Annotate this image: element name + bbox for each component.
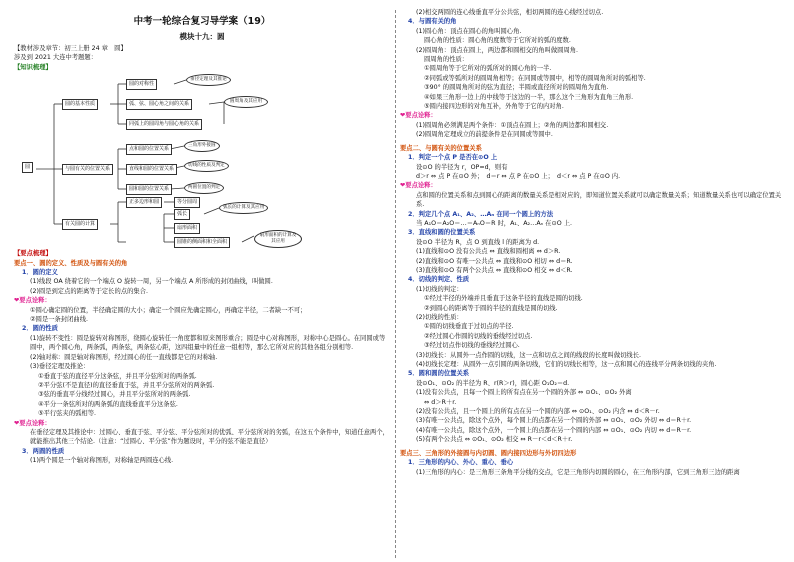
left-text-line: (1)线段 OA 绕着它的一个端点 O 旋转一周，另一个端点 A 所形成的封闭曲线，叫做圆. bbox=[30, 278, 273, 286]
mindmap-node-cone-area: 圆锥的侧面积和全面积 bbox=[174, 237, 230, 248]
mindmap-node-point-circle: 点和圆的位置关系 bbox=[126, 144, 172, 155]
right-text-line: 设⊙O 的半径为 r，OP=d，则有 bbox=[416, 163, 508, 171]
right-text-line: 5．圆和圆的位置关系 bbox=[408, 370, 470, 378]
right-text-line: ③90° 的圆周角所对的弦为直径；半圆或直径所对的圆周角为直角. bbox=[424, 84, 609, 92]
left-text-line: ④平分一条弦所对的两条弧的直线垂直平分这条弦. bbox=[38, 400, 178, 408]
right-text-line: (3)直线和⊙O 有两个公共点 ⇔ 直线和⊙O 相交 ⇔ d＜R. bbox=[416, 266, 573, 274]
right-text-line: 4．与圆有关的角 bbox=[408, 18, 457, 26]
right-text-line: 1．三角形的内心、外心、重心、垂心 bbox=[408, 459, 514, 467]
right-text-line: ④如果三角形一边上的中线等于这边的一半，那么这个三角形为直角三角形. bbox=[424, 93, 634, 101]
right-text-line: (1)三角形的内心：是三角形三条角平分线的交点，它是三角形内切圆的圆心，在三角形内部，它到三角形三边的距离 bbox=[416, 468, 740, 476]
page-title: 中考一轮综合复习导学案（19） bbox=[133, 16, 271, 27]
right-text-line: (2)切线的性质： bbox=[416, 314, 463, 321]
right-text-line: (4)有唯一公共点，除这个点外，一个圆上的点都在另一个圆的内部 ⇔ ⊙O₁、⊙O₂ 内切 ⇔ d＝R－r. bbox=[416, 426, 692, 434]
right-text-line: ②经过圆心作圆的切线的垂线经过切点. bbox=[424, 332, 533, 340]
right-text-line: (5)有两个公共点 ⇔ ⊙O₁、⊙O₂ 相交 ⇔ R－r＜d＜R＋r. bbox=[416, 436, 573, 444]
right-column bbox=[400, 8, 782, 477]
left-body-text bbox=[14, 249, 390, 465]
right-text-line: 当 A₁O＝A₂O＝…＝AₙO＝R 时，A₁、A₂…Aₙ 在⊙O 上. bbox=[416, 219, 573, 227]
left-text-line: 2．圆的性质 bbox=[22, 325, 58, 333]
left-text-line: 1．圆的定义 bbox=[22, 269, 58, 277]
left-text-line: 3．两圆的性质 bbox=[22, 447, 65, 455]
left-text-line: 要点一、圆的定义、性质及与圆有关的角 bbox=[14, 259, 128, 267]
right-text-line: 圆心角的性质：圆心角的度数等于它所对的弧的度数. bbox=[424, 37, 571, 45]
mindmap-node-circle-circle: 圆和圆的位置关系 bbox=[126, 184, 172, 195]
left-text-line: ③弦的垂直平分线经过圆心，并且平分弦所对的两条弧. bbox=[38, 391, 191, 399]
left-text-line: (2)轴对称：圆是轴对称图形，经过圆心的任一直线都是它的对称轴. bbox=[30, 353, 218, 361]
right-text-line: (2)圆周角：顶点在圆上，两边都和圆相交的角叫做圆周角. bbox=[416, 46, 579, 54]
right-text-line: (1)切线的判定： bbox=[416, 285, 463, 293]
right-text-line: (3)有唯一公共点，除这个点外，每个圆上的点都在另一个圆的外部 ⇔ ⊙O₁、⊙O₂ 外切 ⇔ d＝R＋r. bbox=[416, 417, 692, 425]
right-body-text bbox=[400, 8, 782, 477]
left-text-line: 【要点梳理】 bbox=[14, 250, 52, 258]
mindmap-oval-sector-area-calc: 扇形面积的计算及其应用 bbox=[254, 230, 302, 248]
right-text-line: (4)切线长定理：从圆外一点引圆的两条切线，它们的切线长相等，这一点和圆心的连线平分两条切线的夹角. bbox=[416, 361, 717, 369]
mindmap-node-line-circle: 直线和圆的位置关系 bbox=[126, 164, 177, 175]
mindmap-node-sector-area: 扇形面积 bbox=[174, 223, 200, 234]
right-text-line: ②同弧或等弧所对的圆周角相等；在同圆或等圆中，相等的圆周角所对的弧相等. bbox=[424, 74, 646, 82]
mindmap-branch-position: 与圆有关的位置关系 bbox=[62, 164, 113, 175]
right-text-line: 要点三、三角形的外接圆与内切圆、圆内接四边形与外切四边形 bbox=[400, 449, 577, 457]
left-text-line: (3)垂径定理及推论： bbox=[30, 363, 90, 371]
right-text-line: 4．切线的判定、性质 bbox=[408, 276, 470, 284]
mindmap-node-arc-chord: 弧、弦、圆心角之间的关系 bbox=[126, 99, 192, 110]
right-text-line: ③经过切点作切线的垂线经过圆心. bbox=[424, 342, 520, 350]
right-text-line: (2)直线和⊙O 有唯一公共点 ⇔ 直线和⊙O 相切 ⇔ d＝R. bbox=[416, 257, 573, 265]
right-text-line: (1)圆心角：顶点在圆心的角叫圆心角. bbox=[416, 27, 522, 35]
left-text-line: ❤要点诠释： bbox=[14, 297, 51, 305]
right-text-line: d＞r ⇔ 点 P 在⊙O 外； d＝r ⇔ 点 P 在⊙O 上； d＜r ⇔ 点 P 在⊙O 内. bbox=[416, 172, 621, 180]
right-text-line: 圆周角的性质： bbox=[424, 56, 469, 64]
mindmap-branch-calculation: 有关圆的计算 bbox=[62, 219, 98, 230]
right-text-line: ①经过半径的外端并且垂直于这条半径的直线是圆的切线. bbox=[424, 295, 583, 303]
page-subtitle: 模块十九：圆 bbox=[179, 32, 225, 41]
right-text-line: 设⊙O₁、⊙O₂ 的半径为 R、r(R＞r)，圆心距 O₁O₂＝d. bbox=[416, 379, 570, 387]
right-text-line: (1)没有公共点，且每一个圆上的所有点在另一个圆的外部 ⇔ ⊙O₁、⊙O₂ 外离 bbox=[416, 389, 632, 397]
mindmap-root: 圆 bbox=[22, 162, 33, 173]
mindmap-node-symmetry: 圆的对称性 bbox=[126, 79, 157, 90]
left-column bbox=[14, 8, 390, 466]
right-text-line: (3)切线长：从圆外一点作圆的切线，这一点和切点之间的线段的长度叫做切线长. bbox=[416, 351, 642, 359]
right-text-line: 要点二、与圆有关的位置关系 bbox=[400, 144, 482, 152]
mindmap-node-inscribed-angle: 同弧上的圆周角与圆心角的关系 bbox=[126, 119, 202, 130]
mindmap-oval-inscribed-angle-use: 圆周角及其应用 bbox=[224, 96, 268, 108]
exam-info: 涉及到 2021 大连中考题题： bbox=[14, 54, 97, 62]
left-text-line: ①垂直于弦的直径平分这条弦，并且平分弦所对的两条弧. bbox=[38, 372, 197, 380]
right-text-line: ❤要点诠释： bbox=[400, 112, 437, 120]
right-text-line: 3．直线和圆的位置关系 bbox=[408, 229, 476, 237]
right-text-line: 点和圆的位置关系和点到圆心的距离的数量关系是相对应的，即知道位置关系就可以确定数量关系；知道数量关系也可以确定位置关系. bbox=[416, 191, 782, 209]
left-text-line: (2)圆是到定点的距离等于定长的点的集合. bbox=[30, 287, 148, 295]
right-text-line: 1．判定一个点 P 是否在⊙O 上 bbox=[408, 154, 498, 162]
left-text-line: (1)两个圆是一个轴对称图形，对称轴是两圆连心线. bbox=[30, 457, 174, 465]
right-text-line: ❤要点诠释： bbox=[400, 182, 437, 190]
column-divider bbox=[395, 10, 396, 558]
mindmap-node-regular-polygon: 正多边形和圆 bbox=[126, 197, 162, 208]
knowledge-mindmap bbox=[14, 74, 390, 249]
right-text-line: (1)直线和⊙O 没有公共点 ⇔ 直线和圆相离 ⇔ d＞R. bbox=[416, 248, 561, 256]
mindmap-node-equal-division: 等分圆周 bbox=[174, 197, 200, 208]
mindmap-oval-arc-length-calc: 弧长的计算及其应用 bbox=[219, 202, 268, 214]
left-text-line: ①圆心确定圆的位置，半径确定圆的大小；确定一个圆应先确定圆心，再确定半径，二者缺一不可； bbox=[30, 306, 307, 314]
right-text-line: (2)圆周角定理成立的前提条件是在同圆或等圆中. bbox=[416, 131, 553, 139]
right-text-line: ⇔ d＞R＋r. bbox=[424, 398, 457, 406]
left-text-line: ②圆是一条封闭曲线. bbox=[30, 316, 89, 324]
right-text-line: 2．判定几个点 A₁、A₂、…Aₙ 在同一个圆上的方法 bbox=[408, 210, 554, 218]
mindmap-oval-circumcircle: 三角形外接圆 bbox=[184, 140, 220, 152]
right-text-line: ①圆的切线垂直于过切点的半径. bbox=[424, 323, 514, 331]
mindmap-oval-perpendicular-diameter: 垂径定理及其推论 bbox=[186, 74, 231, 86]
knowledge-heading: 【知识梳理】 bbox=[14, 63, 52, 71]
mindmap-branch-basic-properties: 圆的基本性质 bbox=[62, 99, 98, 110]
right-text-line: (1)圆周角必须满足两个条件：①顶点在圆上；②角的两边都和圆相交. bbox=[416, 121, 609, 129]
right-text-line: ①圆周角等于它所对的弧所对的圆心角的一半. bbox=[424, 65, 552, 73]
left-text-line: ②平分弦(不是直径)的直径垂直于弦，并且平分弦所对的两条弧. bbox=[38, 381, 215, 389]
right-text-line: (2)相交两圆的连心线垂直平分公共弦，相切两圆的连心线经过切点. bbox=[416, 9, 604, 16]
right-text-line: (2)没有公共点，且一个圆上的所有点在另一个圆的内部 ⇔ ⊙O₁、⊙O₂ 内含 ⇔ d＜R－r. bbox=[416, 408, 660, 416]
right-text-line: ⑤圆内接四边形的对角互补，外角等于它的内对角. bbox=[424, 103, 564, 111]
right-text-line: 设⊙O 半径为 R，点 O 到直线 l 的距离为 d. bbox=[416, 238, 540, 246]
mindmap-oval-tangent: 切线的性质及判定 bbox=[184, 160, 229, 172]
left-text-line: ⑤平行弦夹的弧相等. bbox=[38, 410, 97, 418]
left-text-line: ❤要点诠释： bbox=[14, 419, 51, 427]
chapter-info: 【教材涉及章节：初三上册 24 章 圆】 bbox=[14, 45, 127, 52]
right-text-line: ②到圆心的距离等于圆的半径的直线是圆的切线. bbox=[424, 304, 558, 312]
mindmap-node-arc-length: 弧长 bbox=[174, 209, 190, 220]
left-text-line: (1)旋转不变性：圆是旋转对称图形，绕圆心旋转任一角度都和原来图形重合；圆是中心对称图形，对称中心是圆心。在同圆或等圆中，两个圆心角，两条弧，两条弦，两条弦心距，这四组量中的任意一组相等，那么它所对应的其他各组分别相等. bbox=[30, 334, 386, 352]
left-text-line: 在垂径定理及其推论中：过圆心、垂直于弦、平分弦、平分弦所对的优弧、平分弦所对的劣弧，在这五个条件中，知道任意两个，就能推出其他三个结论.（注意：“过圆心、平分弦”作为题设时，平分的弦不能是直径） bbox=[30, 428, 389, 446]
mindmap-oval-two-circles: 两圆位置的判定 bbox=[184, 182, 224, 194]
